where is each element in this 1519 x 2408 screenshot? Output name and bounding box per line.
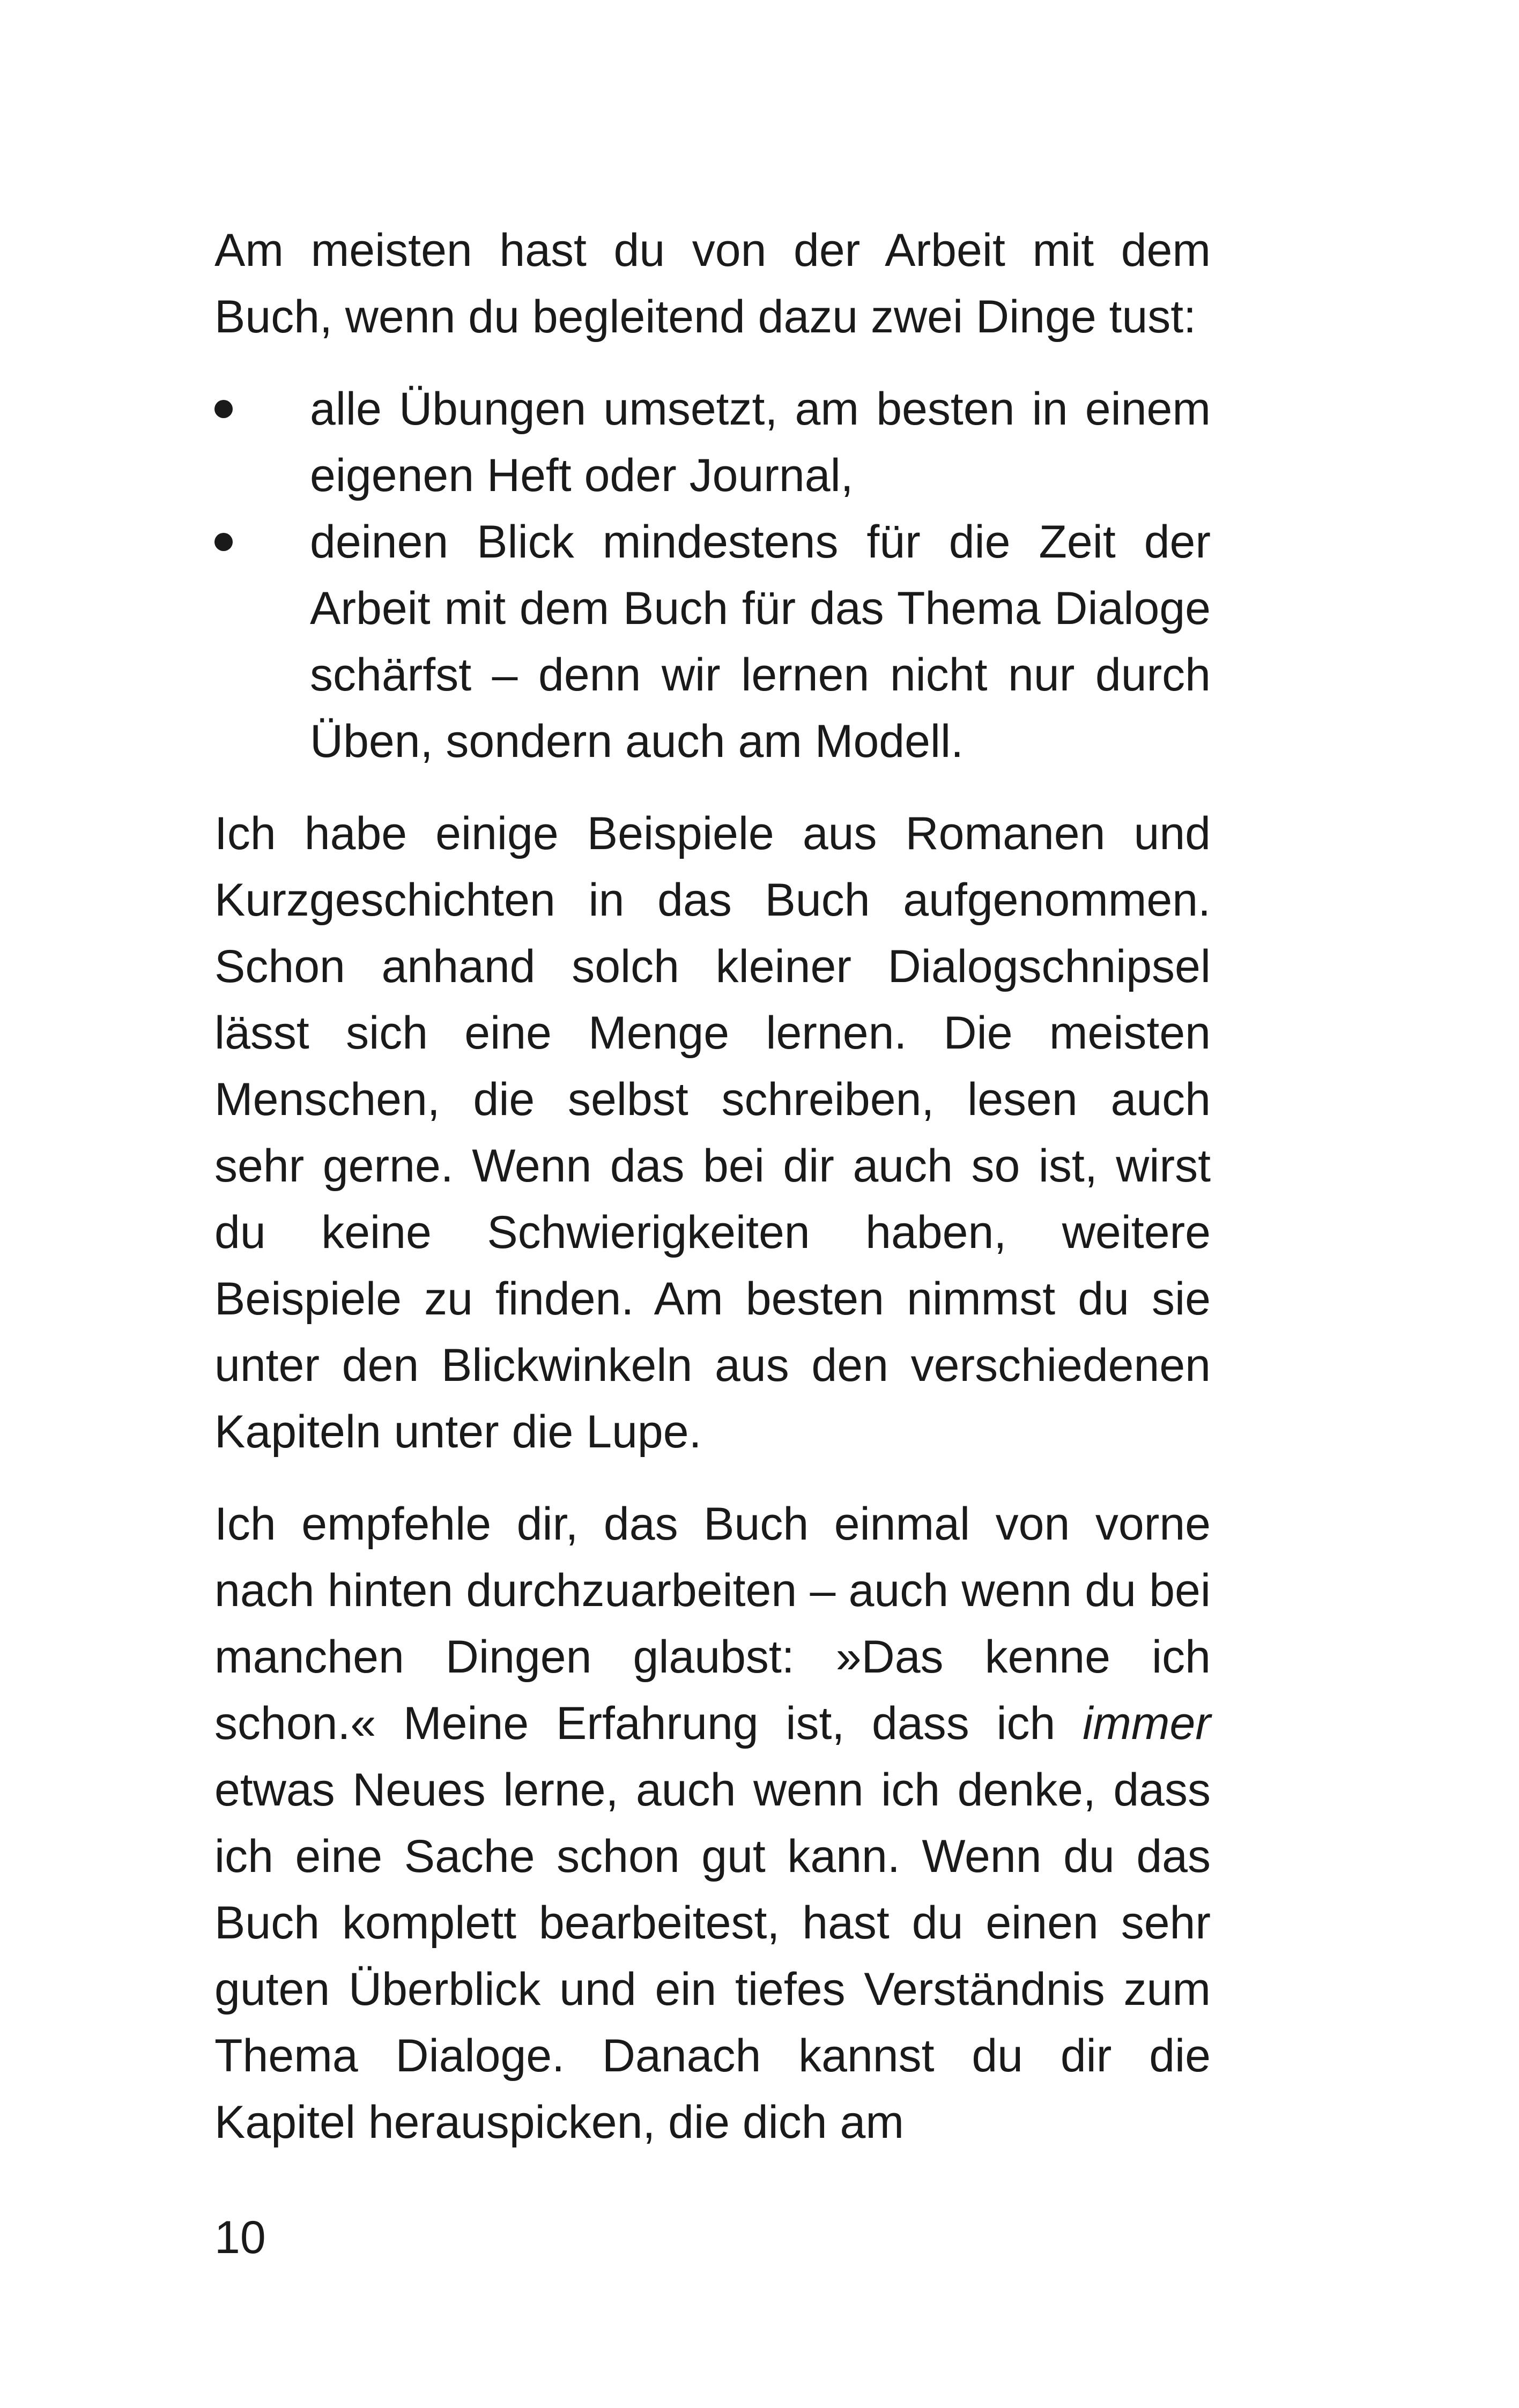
recommendation-text-end: etwas Neues lerne, auch wenn ich denke, dass ich eine Sache schon gut kann. Wenn du das Buch komplett bearbeitest, hast du einen sehr guten Überblick und ein tiefes Verständnis zum Thema Dialoge. Danach kannst du dir die Kapitel herauspicken, die dich am <box>214 1764 1211 2148</box>
emphasis-text: immer <box>1083 1698 1211 1749</box>
intro-paragraph: Am meisten hast du von der Arbeit mit dem Buch, wenn du begleitend dazu zwei Dinge tust: <box>214 225 1211 343</box>
bullet-list <box>214 376 1211 775</box>
list-item <box>214 376 1211 509</box>
recommendation-paragraph <box>214 1491 1211 2156</box>
list-item-text: alle Übungen umsetzt, am besten in einem eigenen Heft oder Journal, <box>310 383 1211 501</box>
bullet-icon <box>214 400 233 418</box>
bullet-icon <box>214 533 233 551</box>
recommendation-text-start: Ich empfehle dir, das Buch einmal von vorne nach hinten durchzuarbeiten – auch wenn du bei manchen Dingen glaubst: »Das kenne ich schon.« Meine Erfahrung ist, dass ich <box>214 1498 1211 1749</box>
page-number: 10 <box>214 2212 266 2263</box>
list-item-text: deinen Blick mindestens für die Zeit der Arbeit mit dem Buch für das Thema Dialoge schärfst – denn wir lernen nicht nur durch Üben, sondern auch am Modell. <box>310 516 1211 767</box>
list-item <box>214 509 1211 775</box>
examples-paragraph: Ich habe einige Beispiele aus Romanen und Kurzgeschichten in das Buch aufgenommen. Schon anhand solch kleiner Dialogschnipsel lässt sich eine Menge lernen. Die meisten Menschen, die selbst schreiben, lesen auch sehr gerne. Wenn das bei dir auch so ist, wirst du keine Schwierigkeiten haben, weitere Beispiele zu finden. Am besten nimmst du sie unter den Blickwinkeln aus den verschiedenen Kapiteln unter die Lupe. <box>214 808 1211 1458</box>
page-body <box>214 217 1211 2156</box>
